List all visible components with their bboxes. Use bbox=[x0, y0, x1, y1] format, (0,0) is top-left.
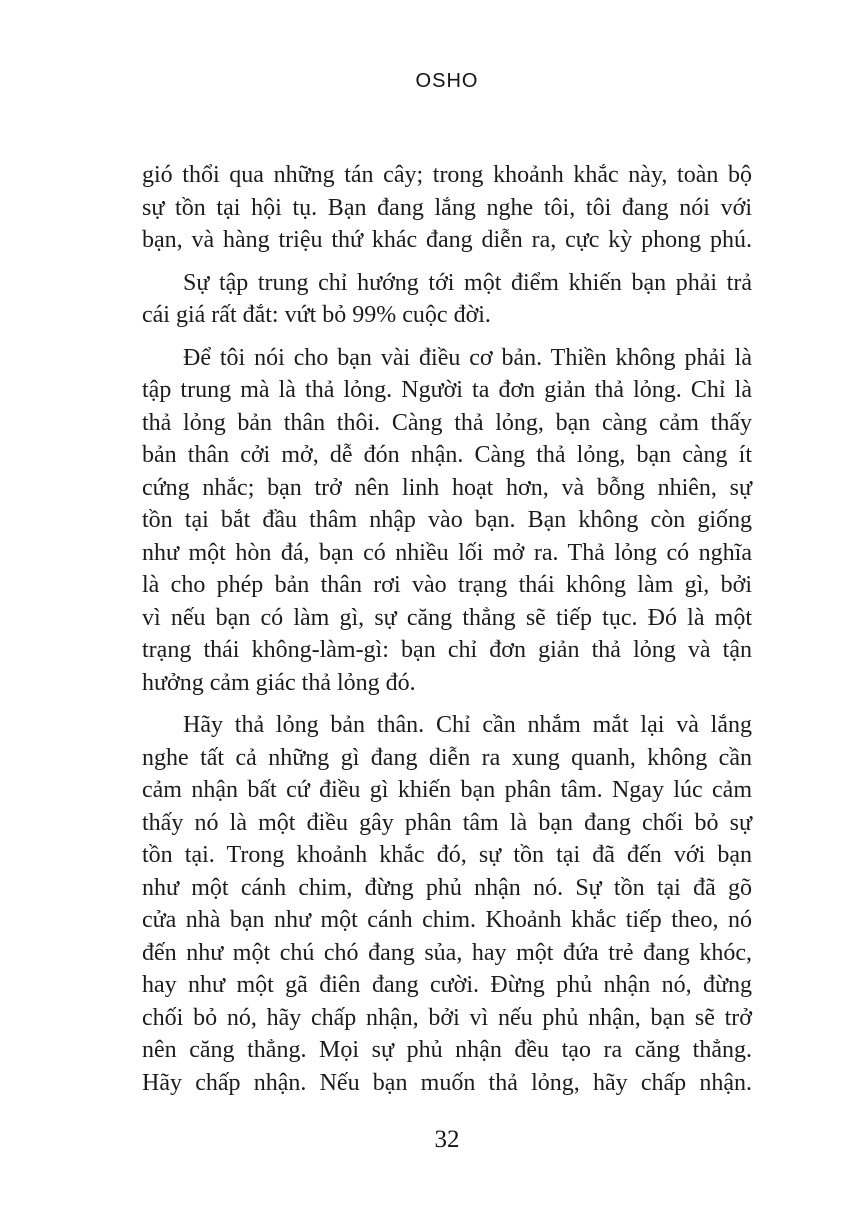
text-line: hay như một gã điên đang cười. Đừng phủ nhận nó, đừng bbox=[142, 972, 752, 998]
text-line: gió thổi qua những tán cây; trong khoảnh khắc này, toàn bộ bbox=[142, 162, 752, 188]
paragraph bbox=[142, 159, 752, 257]
text-line: Sự tập trung chỉ hướng tới một điểm khiến bạn phải trả bbox=[183, 269, 752, 296]
text-line: cái giá rất đắt: vứt bỏ 99% cuộc đời. bbox=[142, 302, 491, 328]
text-line: sự tồn tại hội tụ. Bạn đang lắng nghe tôi, tôi đang nói với bbox=[142, 194, 752, 221]
text-line: bản thân cởi mở, dễ đón nhận. Càng thả lỏng, bạn càng ít bbox=[142, 442, 752, 468]
paragraph bbox=[142, 709, 752, 1099]
body-text bbox=[142, 159, 752, 1099]
text-line: nên căng thẳng. Mọi sự phủ nhận đều tạo ra căng thẳng. bbox=[142, 1037, 752, 1063]
text-line: Để tôi nói cho bạn vài điều cơ bản. Thiền không phải là bbox=[183, 344, 752, 371]
page-number: 32 bbox=[434, 1126, 460, 1153]
running-header-title: OSHO bbox=[415, 70, 479, 92]
paragraph bbox=[142, 342, 752, 700]
text-line: tồn tại bắt đầu thâm nhập vào bạn. Bạn không còn giống bbox=[142, 507, 752, 533]
text-line: đến như một chú chó đang sủa, hay một đứa trẻ đang khóc, bbox=[142, 939, 752, 966]
paragraph bbox=[142, 267, 752, 332]
text-line: cảm nhận bất cứ điều gì khiến bạn phân tâm. Ngay lúc cảm bbox=[142, 777, 752, 803]
text-line: thả lỏng bản thân thôi. Càng thả lỏng, bạn càng cảm thấy bbox=[142, 409, 752, 436]
text-line: hưởng cảm giác thả lỏng đó. bbox=[142, 669, 416, 696]
text-line: Hãy thả lỏng bản thân. Chỉ cần nhắm mắt lại và lắng bbox=[183, 712, 752, 738]
text-line: như một cánh chim, đừng phủ nhận nó. Sự tồn tại đã gõ bbox=[142, 874, 752, 901]
text-line: bạn, và hàng triệu thứ khác đang diễn ra, cực kỳ phong phú. bbox=[142, 227, 752, 253]
text-line: cứng nhắc; bạn trở nên linh hoạt hơn, và bỗng nhiên, sự bbox=[142, 474, 752, 501]
text-line: tập trung mà là thả lỏng. Người ta đơn giản thả lỏng. Chỉ là bbox=[142, 377, 752, 403]
text-line: chối bỏ nó, hãy chấp nhận, bởi vì nếu phủ nhận, bạn sẽ trở bbox=[142, 1004, 752, 1031]
text-line: trạng thái không-làm-gì: bạn chỉ đơn giản thả lỏng và tận bbox=[142, 637, 752, 663]
running-header bbox=[142, 70, 752, 93]
text-line: thấy nó là một điều gây phân tâm là bạn đang chối bỏ sự bbox=[142, 809, 752, 836]
text-line: vì nếu bạn có làm gì, sự căng thẳng sẽ tiếp tục. Đó là một bbox=[142, 604, 752, 631]
text-line: là cho phép bản thân rơi vào trạng thái không làm gì, bởi bbox=[142, 572, 752, 598]
text-line: cửa nhà bạn như một cánh chim. Khoảnh khắc tiếp theo, nó bbox=[142, 907, 752, 933]
text-line: như một hòn đá, bạn có nhiều lối mở ra. Thả lỏng có nghĩa bbox=[142, 539, 752, 566]
text-line: nghe tất cả những gì đang diễn ra xung quanh, không cần bbox=[142, 744, 752, 771]
text-line: tồn tại. Trong khoảnh khắc đó, sự tồn tại đã đến với bạn bbox=[142, 842, 752, 868]
text-line: Hãy chấp nhận. Nếu bạn muốn thả lỏng, hãy chấp nhận. bbox=[142, 1069, 752, 1096]
